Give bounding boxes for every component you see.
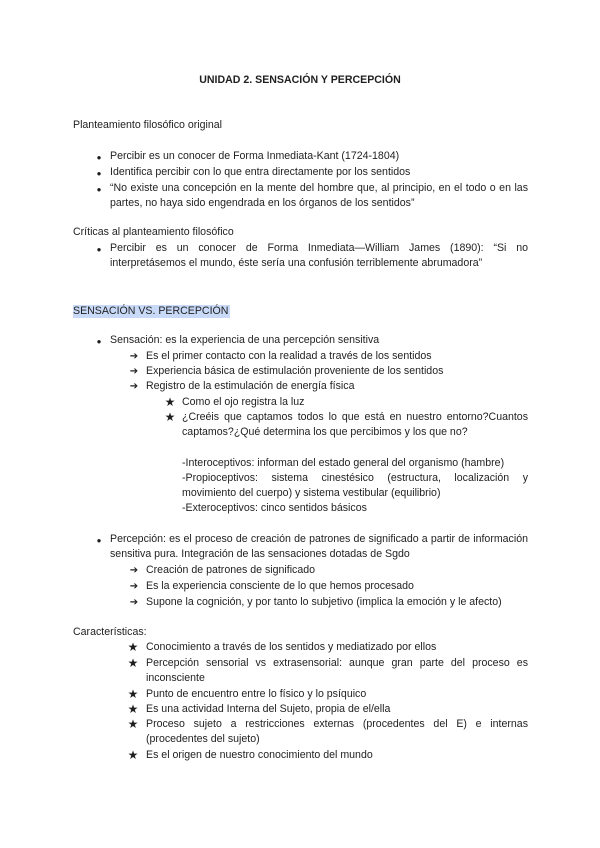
page-title: UNIDAD 2. SENSACIÓN Y PERCEPCIÓN bbox=[199, 74, 401, 86]
list-item: Es una actividad Interna del Sujeto, propia de el/ella bbox=[146, 703, 391, 715]
star-icon: ★ bbox=[127, 640, 139, 654]
list-item: ¿Creéis que captamos todos lo que está en nuestro entorno?Cuantos captamos?¿Qué determina los que percibimos y los que no? bbox=[182, 411, 528, 438]
list-item: Es el origen de nuestro conocimiento del mundo bbox=[146, 749, 373, 761]
arrow-icon: ➔ bbox=[129, 581, 139, 592]
list-item: Percibir es un conocer de Forma Inmediata-Kant (1724-1804) bbox=[110, 150, 400, 162]
bullet-icon: ● bbox=[96, 169, 102, 178]
arrow-icon: ➔ bbox=[129, 351, 139, 362]
bullet-icon: ● bbox=[96, 536, 102, 545]
list-item: “No existe una concepción en la mente del hombre que, al principio, en el todo o en las partes, no haya sido engendrada en los órganos de los sentidos” bbox=[110, 182, 528, 209]
bullet-icon: ● bbox=[96, 337, 102, 346]
arrow-icon: ➔ bbox=[129, 597, 139, 608]
list-item: Proceso sujeto a restricciones externas (procedentes del E) e internas (procedentes del sujeto) bbox=[146, 718, 528, 745]
list-item: Es la experiencia consciente de lo que hemos procesado bbox=[146, 580, 414, 592]
receptor-type: -Exteroceptivos: cinco sentidos básicos bbox=[182, 502, 367, 514]
arrow-icon: ➔ bbox=[129, 565, 139, 576]
section-heading-original: Planteamiento filosófico original bbox=[73, 119, 222, 131]
list-item: Como el ojo registra la luz bbox=[182, 396, 305, 408]
star-icon: ★ bbox=[127, 702, 139, 716]
section-heading-caracteristicas: Características: bbox=[73, 626, 147, 638]
percepcion-definition: Percepción: es el proceso de creación de patrones de significado a partir de información sensitiva pura. Integración de las sensaciones dotadas de Sgdo bbox=[110, 533, 528, 560]
list-item: Experiencia básica de estimulación proveniente de los sentidos bbox=[146, 365, 444, 377]
list-item: Identifica percibir con lo que entra directamente por los sentidos bbox=[110, 166, 411, 178]
star-icon: ★ bbox=[127, 717, 139, 731]
star-icon: ★ bbox=[164, 410, 176, 424]
star-icon: ★ bbox=[127, 687, 139, 701]
list-item: Es el primer contacto con la realidad a través de los sentidos bbox=[146, 350, 432, 362]
receptor-type: -Interoceptivos: informan del estado general del organismo (hambre) bbox=[182, 457, 505, 469]
section-heading-sensacion-vs-percepcion: SENSACIÓN VS. PERCEPCIÓN bbox=[73, 305, 229, 317]
list-item: Supone la cognición, y por tanto lo subjetivo (implica la emoción y le afecto) bbox=[146, 596, 502, 608]
bullet-icon: ● bbox=[96, 245, 102, 254]
list-item: Percibir es un conocer de Forma Inmediata—William James (1890): “Si no interpretásemos el mundo, éste sería una confusión terriblemente abrumadora” bbox=[110, 242, 528, 269]
arrow-icon: ➔ bbox=[129, 366, 139, 377]
list-item: Percepción sensorial vs extrasensorial: aunque gran parte del proceso es inconsciente bbox=[146, 657, 528, 684]
list-item: Registro de la estimulación de energía física bbox=[146, 380, 355, 392]
receptor-type: -Propioceptivos: sistema cinestésico (estructura, localización y movimiento del cuerpo) y sistema vestibular (equilibrio) bbox=[182, 472, 528, 499]
arrow-icon: ➔ bbox=[129, 381, 139, 392]
bullet-icon: ● bbox=[96, 153, 102, 162]
bullet-icon: ● bbox=[96, 185, 102, 194]
star-icon: ★ bbox=[164, 395, 176, 409]
star-icon: ★ bbox=[127, 656, 139, 670]
sensacion-definition: Sensación: es la experiencia de una percepción sensitiva bbox=[110, 334, 380, 346]
list-item: Conocimiento a través de los sentidos y mediatizado por ellos bbox=[146, 641, 437, 653]
list-item: Creación de patrones de significado bbox=[146, 564, 316, 576]
list-item: Punto de encuentro entre lo físico y lo psíquico bbox=[146, 688, 367, 700]
star-icon: ★ bbox=[127, 748, 139, 762]
section-heading-criticas: Críticas al planteamiento filosófico bbox=[73, 226, 234, 238]
